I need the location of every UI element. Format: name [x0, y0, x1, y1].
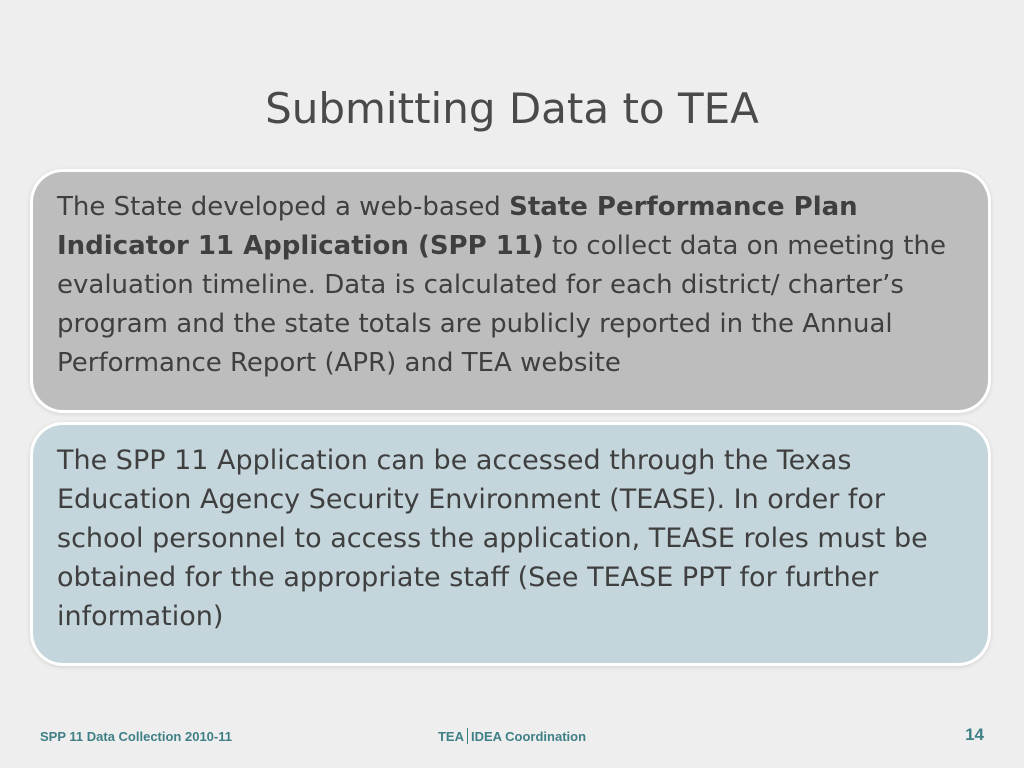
footer-center-idea: IDEA Coordination: [470, 729, 587, 744]
box1-text-after: to collect data on meeting the evaluation timeline. Data is calculated for each district/ charter’s program and the state totals are publicly reported in the Annual Performance Report (APR) and TEA website: [57, 231, 946, 378]
box1-bold-text: State Performance Plan Indicator 11 Application (SPP 11): [57, 192, 858, 261]
footer-left-text: SPP 11 Data Collection 2010-11: [40, 729, 232, 744]
page-number: 14: [965, 725, 984, 744]
box1-text-before: The State developed a web-based: [57, 192, 510, 222]
content-box-tease-access: [33, 425, 988, 663]
footer-center-text: [0, 725, 1024, 746]
footer-separator: [467, 728, 468, 744]
slide-title: Submitting Data to TEA: [265, 84, 759, 133]
content-box-spp-application: [33, 172, 988, 410]
footer-center-tea: TEA: [437, 729, 464, 744]
box2-text: The SPP 11 Application can be accessed through the Texas Education Agency Security Environment (TEASE). In order for school personnel to access the application, TEASE roles must be obtained for the appropriate staff (See TEASE PPT for further information): [57, 445, 928, 632]
